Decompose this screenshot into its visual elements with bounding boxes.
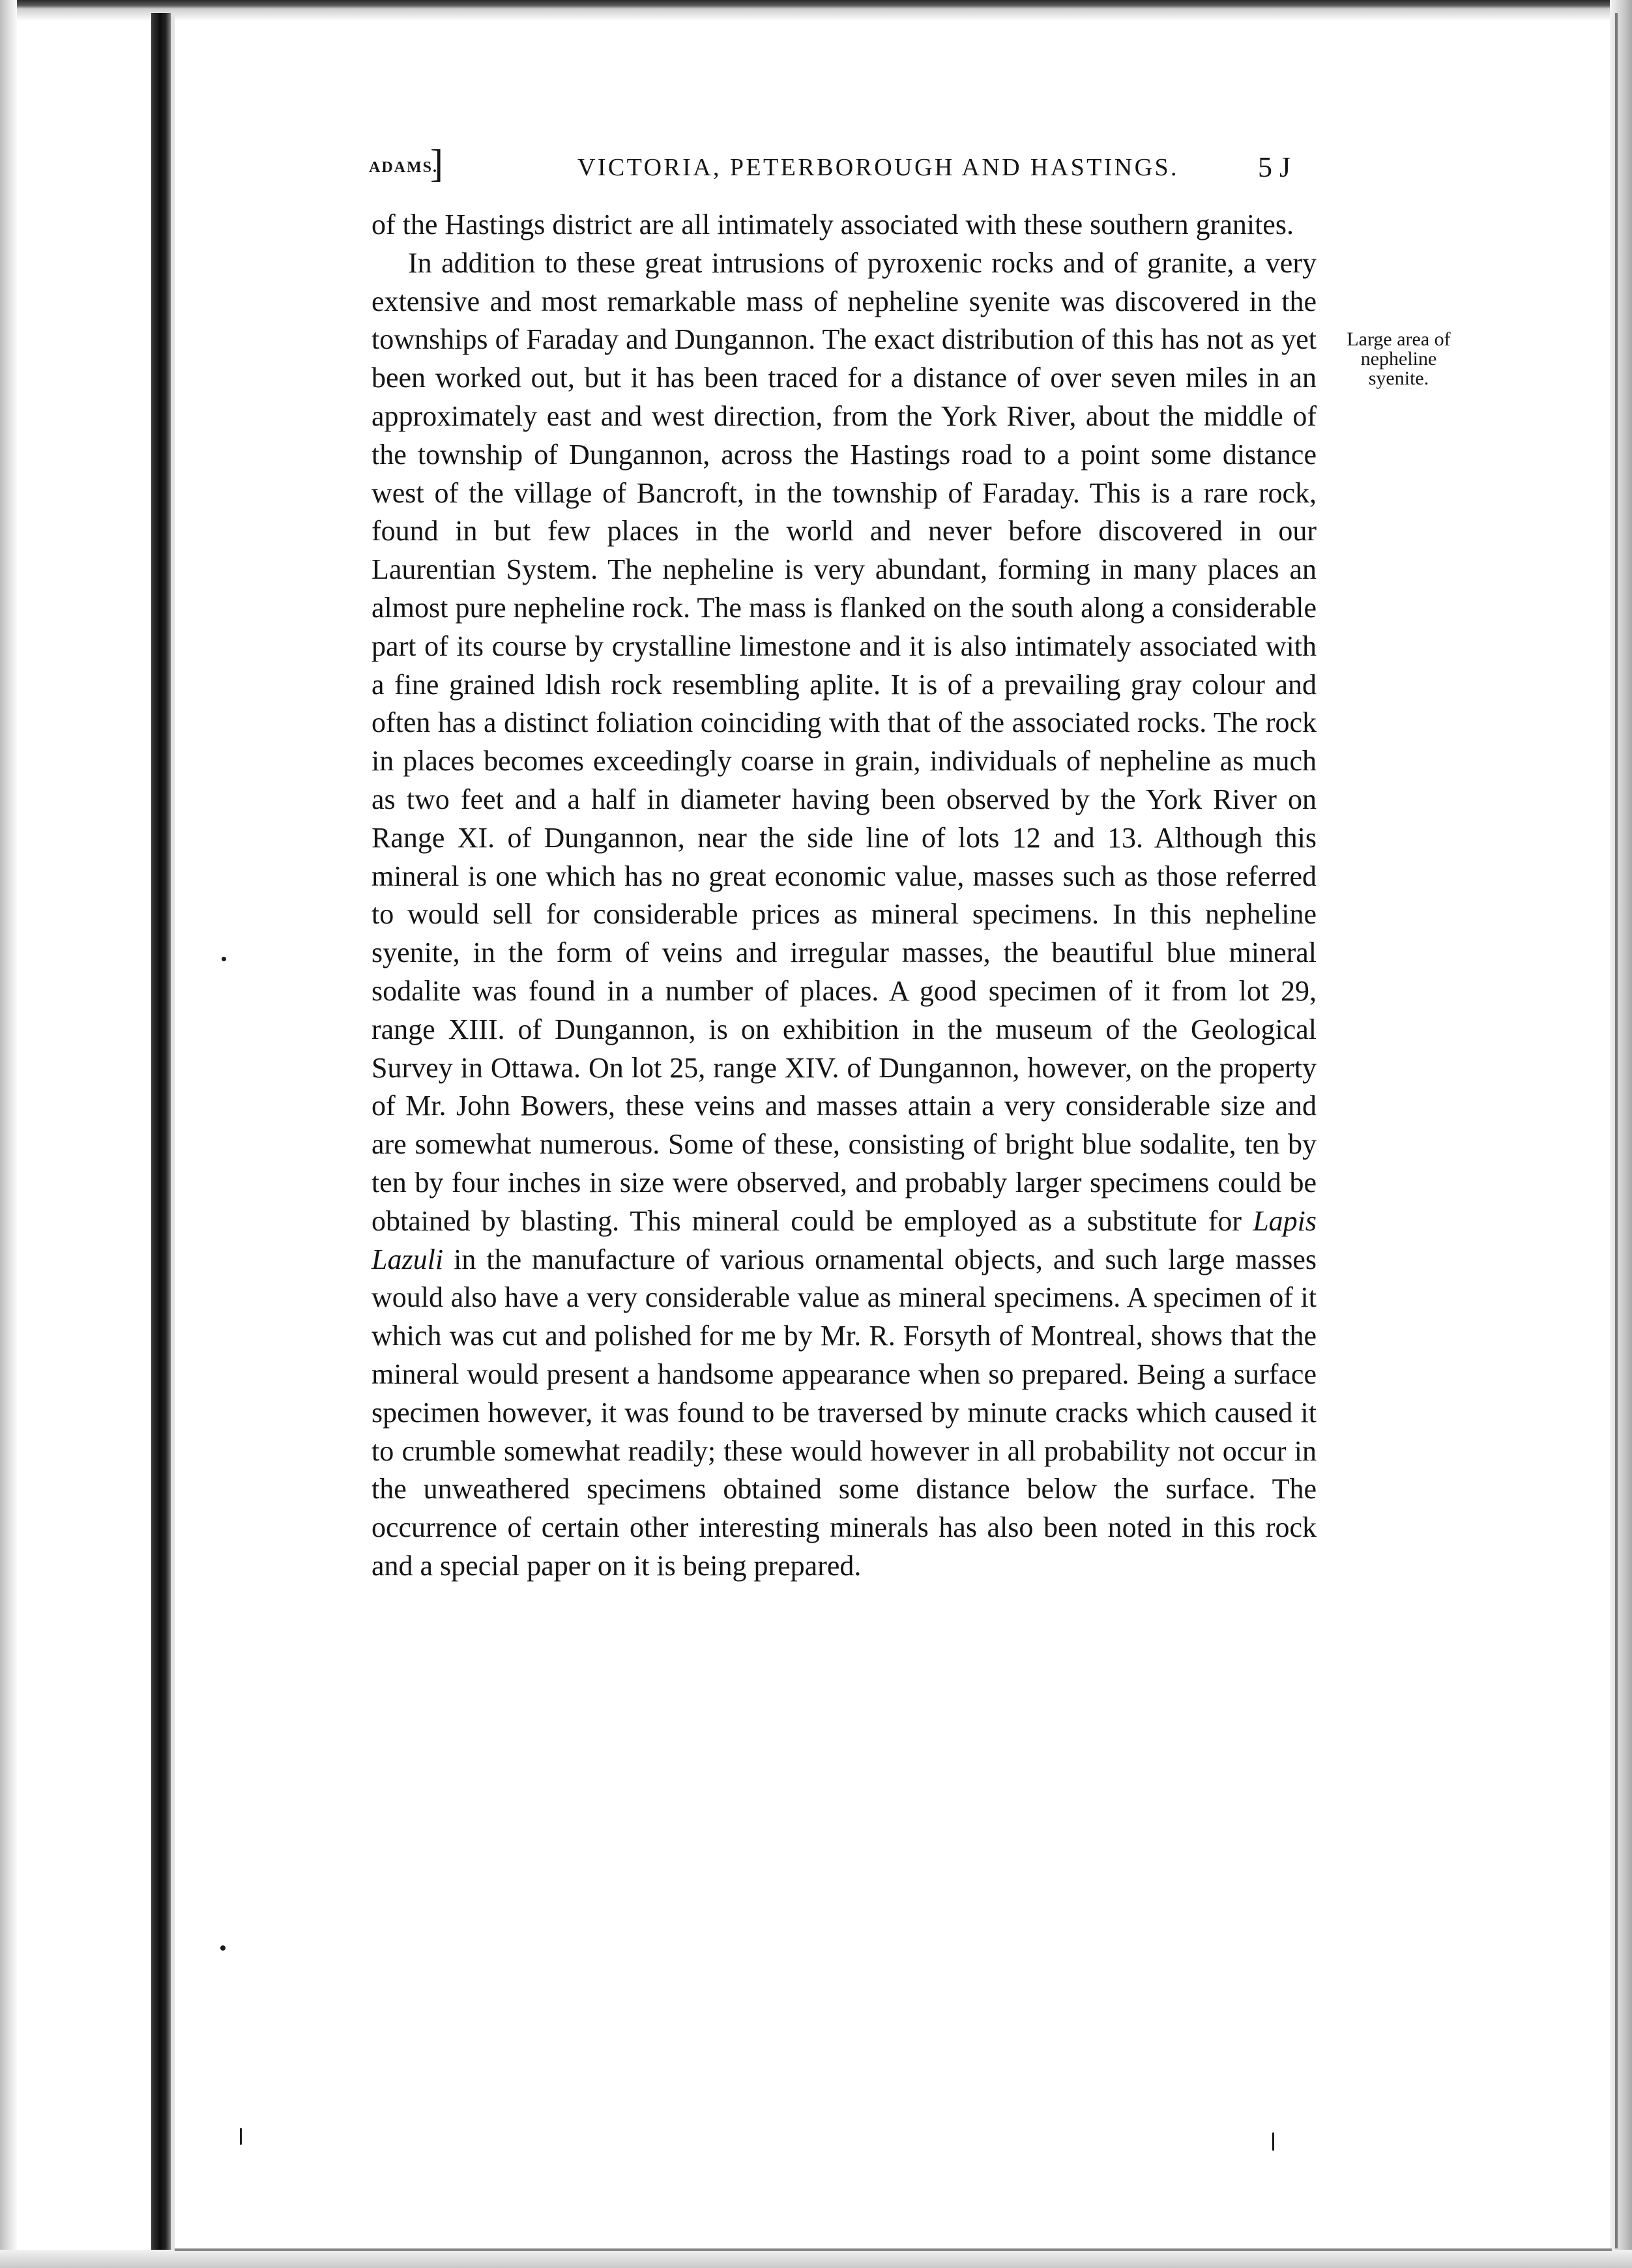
italic-term-lapis-lazuli: Lapis Lazuli (372, 1204, 1317, 1275)
body-text (372, 206, 1317, 1586)
running-head-bracket: ] (430, 142, 443, 185)
page-bottom-edge (0, 2250, 1632, 2268)
scan-speck (220, 1945, 226, 1951)
paragraph-text-part2: in the manufacture of various ornamental objects, and such large masses would also have a very considerable value as mineral specimens. A specimen of it which was cut and polished for me by Mr. R. Forsyth of Montreal, shows that the mineral would present a handsome appearance when so prepared. Being a surface specimen however, it was found to be traversed by minute cracks which caused it to crumble somewhat readily; these would however in all probability not occur in the unweathered specimens obtained some distance below the surface. The occurrence of certain other interesting minerals has also been noted in this rock and a special paper on it is being prepared. (372, 1243, 1317, 1582)
scan-mark (1272, 2132, 1274, 2151)
running-head-author: ADAMS. (369, 159, 438, 176)
binding-gap (171, 13, 175, 2258)
paragraph-continuation: of the Hastings district are all intimately associated with these southern granites. (372, 209, 1294, 240)
page-top-shadow (0, 9, 1632, 21)
margin-note-line-1: Large area of (1347, 328, 1451, 350)
running-head-title: VICTORIA, PETERBOROUGH AND HASTINGS. (577, 154, 1179, 181)
paragraph-nepheline-syenite (372, 244, 1317, 1586)
page-left-shadow (0, 0, 17, 2268)
paragraph-text-part1: In addition to these great intrusions of pyroxenic rocks and of granite, a very extensive and most remarkable mass of nepheline syenite was discovered in the townships of Faraday and Dungannon. The exact distribution of this has not as yet been worked out, but it has been traced for a distance of over seven miles in an approximately east and west direction, from the York River, about the middle of the township of Dungannon, across the Hastings road to a point some distance west of the village of Bancroft, in the township of Faraday. This is a rare rock, found in but few places in the world and never before discovered in our Laurentian System. The nepheline is very abundant, forming in many places an almost pure nepheline rock. The mass is flanked on the south along a considerable part of its course by crystalline limestone and it is also intimately associated with a fine grained ldish rock resembling aplite. It is of a prevailing gray colour and often has a distinct foliation coinciding with that of the associated rocks. The rock in places becomes exceedingly coarse in grain, individuals of nepheline as much as two feet and a half in diameter having been observed by the York River on Range XI. of Dungannon, near the side line of lots 12 and 13. Although this mineral is one which has no great economic value, masses such as those referred to would sell for considerable prices as mineral specimens. In this nepheline syenite, in the form of veins and irregular masses, the beautiful blue mineral sodalite was found in a number of places. A good specimen of it from lot 29, range XIII. of Dungannon, is on exhibition in the museum of the Geological Survey in Ottawa. On lot 25, range XIV. of Dungannon, however, on the property of Mr. John Bowers, these veins and masses attain a very considerable size and are somewhat numerous. Some of these, consisting of bright blue sodalite, ten by ten by four inches in size were observed, and probably larger specimens could be obtained by blasting. This mineral could be employed as a substitute for (372, 246, 1317, 1237)
page-number: 5 J (1258, 151, 1291, 183)
margin-note-line-2: nepheline (1360, 348, 1437, 370)
binding-spine (151, 13, 171, 2258)
page-right-border (1615, 13, 1618, 2248)
margin-note-line-3: syenite. (1368, 368, 1429, 389)
page-top-edge (0, 0, 1632, 9)
scan-speck (222, 957, 226, 961)
page-right-edge (1610, 0, 1632, 2268)
page-bottom-border (175, 2248, 1612, 2251)
margin-note (1320, 330, 1477, 388)
scan-mark (240, 2128, 242, 2145)
